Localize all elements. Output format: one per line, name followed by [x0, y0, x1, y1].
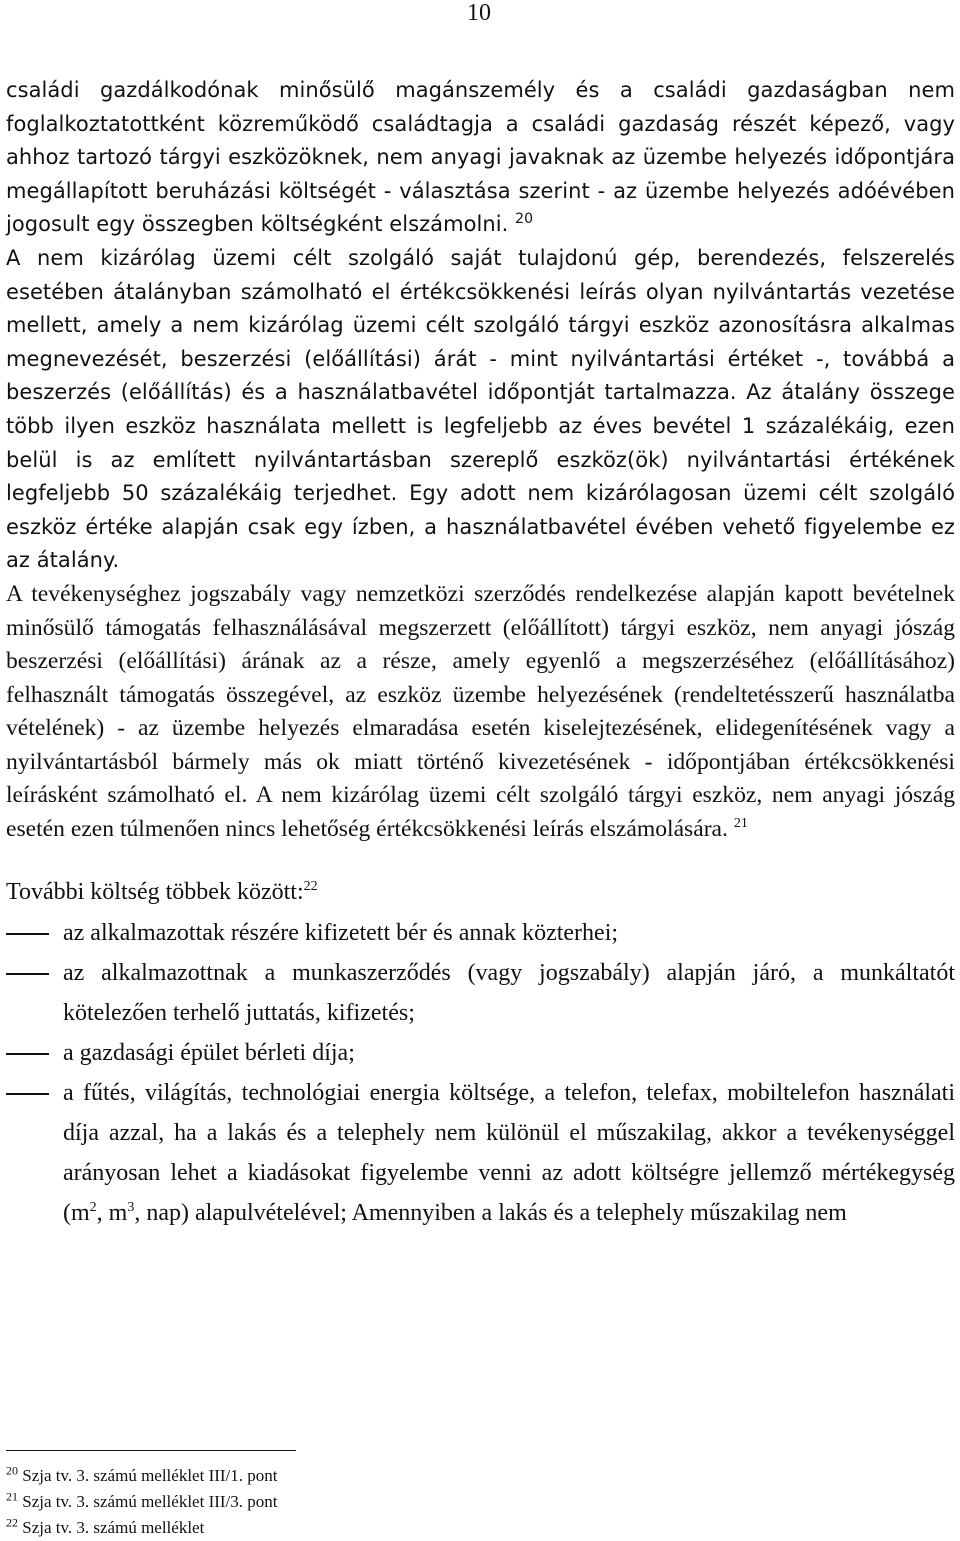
page-number: 10: [467, 0, 491, 26]
dash-bullet: [6, 933, 49, 935]
paragraph-text: A tevékenységhez jogszabály vagy nemzetközi szerződés rendelkezése alapján kapott bevételnek minősülő támogatás felhasználásával megszerzett (előállított) tárgyi eszköz, nem anyagi jószág beszerzési (előállítási) árának az a része, amely egyenlő a megszerzéséhez (előállításához) felhasznált támogatás összegével, az eszköz üzembe helyezésének (rendeltetésszerű használatba vételének) - az üzembe helyezés elmaradása esetén kiselejtezésének, elidegenítésének vagy a nyilvántartásból bármely más ok miatt történő kivezetésének - időpontjában értékcsökkenési leírásként számolható el. A nem kizárólag üzemi célt szolgáló tárgyi eszköz, nem anyagi jószág esetén ezen túlmenően nincs lehetőség értékcsökkenési leírás elszámolására.: [6, 580, 955, 843]
list-item: a gazdasági épület bérleti díja;: [6, 1033, 955, 1073]
spacer: [6, 847, 955, 875]
dash-bullet: [6, 1053, 49, 1055]
footnote: $^{21}$ Szja tv. 3. számú melléklet III/3. pont: [6, 1489, 278, 1511]
footnote: $^{20}$ Szja tv. 3. számú melléklet III/1. pont: [6, 1463, 278, 1485]
main-text: [6, 74, 955, 1233]
paragraph-text: családi gazdálkodónak minősülő magánszemély és a családi gazdaságban nem foglalkoztatottként közreműködő családtagja a családi gazdaság részét képező, vagy ahhoz tartozó tárgyi eszközöknek, nem anyagi javaknak az üzembe helyezés időpontjára megállapított beruházási költségét - választása szerint - az üzembe helyezés adóévében jogosult egy összegben költségként elszámolni.: [6, 78, 955, 237]
footnote-ref-20: 20: [515, 211, 534, 228]
footnote-ref-21: 21: [733, 816, 748, 832]
paragraph-text: A nem kizárólag üzemi célt szolgáló saját tulajdonú gép, berendezés, felszerelés esetében átalányban számolható el értékcsökkenési leírás olyan nyilvántartás vezetése mellett, amely a nem kizárólag üzemi célt szolgáló tárgyi eszköz azonosításra alkalmas megnevezését, beszerzési (előállítási) árát - mint nyilvántartási értéket -, továbbá a beszerzés (előállítás) és a használatbavétel időpontját tartalmazza. Az átalány összege több ilyen eszköz használata mellett is legfeljebb az éves bevétel 1 százalékáig, ezen belül is az említett nyilvántartásban szereplő eszköz(ök) nyilvántartási értékének legfeljebb 50 százalékáig terjedhet. Egy adott nem kizárólagosan üzemi célt szolgáló eszköz értéke alapján csak egy ízben, a használatbavétel évében vehető figyelembe ez az átalány.: [6, 245, 955, 573]
paragraph-family-farm-depreciation: [6, 74, 955, 578]
dash-bullet: [6, 973, 49, 975]
footnotes: [6, 1463, 278, 1541]
list-item: az alkalmazottak részére kifizetett bér és annak közterhei;: [6, 913, 955, 953]
footnote-ref-22: 22: [303, 878, 318, 894]
footnote: $^{22}$ Szja tv. 3. számú melléklet: [6, 1515, 205, 1537]
dash-bullet: [6, 1093, 49, 1095]
list-item: az alkalmazottnak a munkaszerződés (vagy jogszabály) alapján járó, a munkáltatót kötelezően terhelő juttatás, kifizetés;: [6, 953, 955, 1033]
further-costs-list: [6, 913, 955, 1233]
footnote-separator: [6, 1450, 296, 1451]
paragraph-subsidy-depreciation: [6, 578, 955, 847]
further-costs-heading: További költség többek között:$^{22}$: [6, 878, 318, 905]
list-item: a fűtés, világítás, technológiai energia költsége, a telefon, telefax, mobiltelefon használati díja azzal, ha a lakás és a telephely nem különül el műszakilag, akkor a tevékenységgel arányosan lehet a kiadásokat figyelembe venni az adott költségre jellemző mértékegység ($m^2$, $m^3$, nap) alapulvételével; Amennyiben a lakás és a telephely műszakilag nem: [6, 1073, 955, 1233]
